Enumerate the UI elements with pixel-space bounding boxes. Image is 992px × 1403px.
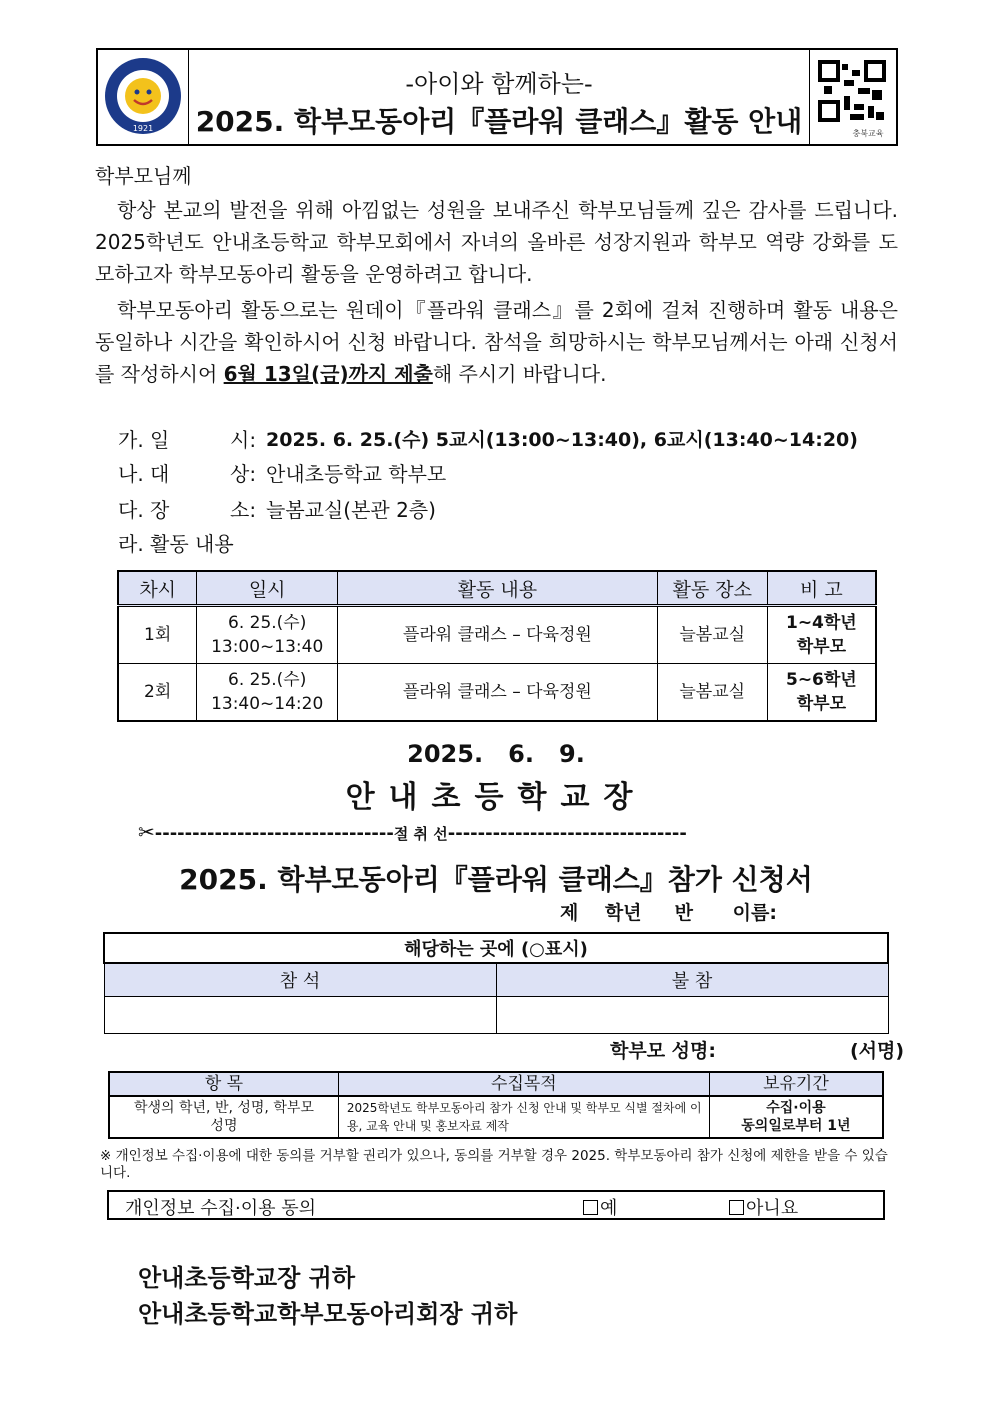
- signature-seal: (서명): [850, 1040, 905, 1062]
- addressee-principal: 안내초등학교장 귀하: [138, 1264, 356, 1292]
- cut-line-label: 절 취 선: [393, 825, 448, 843]
- datetime-cell: [197, 664, 338, 722]
- addressee-club-president: 안내초등학교학부모동아리회장 귀하: [138, 1300, 518, 1328]
- item-target-label: 나. 대: [118, 462, 170, 486]
- col-round: 차시: [118, 571, 197, 606]
- date-text: 6. 25.(수): [228, 670, 307, 690]
- privacy-col-item: 항 목: [109, 1072, 338, 1096]
- checkbox-no-icon[interactable]: [729, 1200, 744, 1215]
- attendance-table: [103, 932, 889, 1034]
- consent-no-label: 아니요: [746, 1198, 799, 1219]
- date-text: 6. 25.(수): [228, 613, 307, 633]
- col-note: 비 고: [767, 571, 876, 606]
- content-cell: 플라워 클래스 – 다육정원: [338, 664, 658, 722]
- privacy-period: [709, 1096, 883, 1138]
- grade-class-name-line[interactable]: 제 학년 반 이름:: [560, 902, 777, 924]
- table-row: [118, 606, 876, 664]
- attend-mark-cell[interactable]: [104, 997, 496, 1034]
- paragraph-2-end: 해 주시기 바랍니다.: [432, 362, 607, 386]
- attendance-header-row: [104, 933, 888, 963]
- col-place: 활동 장소: [657, 571, 767, 606]
- item-time-value: 2025. 6. 25.(수) 5교시(13:00~13:40), 6교시(13:40~14:20): [266, 429, 858, 451]
- header-title: 2025. 학부모동아리『플라워 클래스』활동 안내: [195, 105, 803, 138]
- period-line2: 동의일로부터 1년: [741, 1118, 851, 1134]
- paragraph-1: 항상 본교의 발전을 위해 아낌없는 성원을 보내주신 학부모님들께 깊은 감사를 드립니다. 2025학년도 안내초등학교 학부모회에서 자녀의 올바른 성장지원과 학부모 역량 강화를 도모하고자 학부모동아리 활동을 운영하려고 합니다.: [95, 198, 898, 286]
- item-place-value: 늘봄교실(본관 2층): [266, 498, 436, 522]
- principal-name: 안내초등학교장: [345, 780, 647, 815]
- header-subtitle: -아이와 함께하는-: [405, 70, 593, 98]
- application-title: 2025. 학부모동아리『플라워 클래스』참가 신청서: [179, 863, 813, 896]
- round-cell: 1회: [118, 606, 197, 664]
- scissors-icon: ✂: [138, 820, 155, 844]
- parent-signature-label[interactable]: 학부모 성명:: [610, 1040, 716, 1062]
- privacy-item: 학생의 학년, 반, 성명, 학부모 성명: [109, 1096, 338, 1138]
- attendance-options-row: [104, 963, 888, 997]
- period-line1: 수집·이용: [766, 1100, 826, 1116]
- svg-text:1921: 1921: [132, 124, 154, 133]
- item-place-label: 다. 장: [118, 498, 170, 522]
- note-grade: 1~4학년: [785, 613, 857, 633]
- consent-label: 개인정보 수집·이용 동의: [125, 1198, 317, 1219]
- consent-no[interactable]: [729, 1194, 798, 1220]
- table-row: [118, 664, 876, 722]
- school-logo-cell: [98, 50, 189, 144]
- privacy-notice: ※ 개인정보 수집·이용에 대한 동의를 거부할 권리가 있으나, 동의를 거부할 경우 2025. 학부모동아리 참가 신청에 제한을 받을 수 있습니다.: [100, 1148, 888, 1181]
- choice-header: 해당하는 곳에 (○표시): [104, 933, 888, 963]
- place-cell: 늘봄교실: [657, 606, 767, 664]
- absent-mark-cell[interactable]: [496, 997, 888, 1034]
- paragraph-2-text: 학부모동아리 활동으로는 원데이『플라워 클래스』를 2회에 걸쳐 진행하며 활동 내용은 동일하나 시간을 확인하시어 신청 바랍니다. 참석을 희망하시는 학부모님께서는 아래 신청서를 작성하시어: [95, 298, 898, 386]
- datetime-cell: [197, 606, 338, 664]
- col-content: 활동 내용: [338, 571, 658, 606]
- cut-line: ✂--------------------------------절 취 선--------------------------------: [138, 820, 687, 844]
- item-time-label: 가. 일: [118, 428, 170, 452]
- attendance-mark-row: [104, 997, 888, 1034]
- issue-date: 2025. 6. 9.: [407, 740, 585, 768]
- checkbox-yes-icon[interactable]: [583, 1200, 598, 1215]
- item-place-colon: 소:: [230, 498, 257, 522]
- school-logo: [98, 50, 186, 142]
- privacy-col-purpose: 수집목적: [338, 1072, 709, 1096]
- note-grade: 5~6학년: [785, 670, 857, 690]
- qr-cell: [809, 50, 896, 144]
- consent-yes-label: 예: [600, 1198, 618, 1219]
- time-text: 13:00~13:40: [211, 637, 324, 657]
- col-datetime: 일시: [197, 571, 338, 606]
- item-target-value: 안내초등학교 학부모: [266, 462, 447, 486]
- item-target-colon: 상:: [230, 462, 257, 486]
- qr-code-icon[interactable]: [810, 50, 894, 142]
- table-header-row: [118, 571, 876, 606]
- attend-label: 참 석: [104, 963, 496, 997]
- greeting: 학부모님께: [95, 164, 192, 188]
- consent-box: [107, 1190, 885, 1220]
- privacy-purpose: 2025학년도 학부모동아리 참가 신청 안내 및 학부모 식별 절차에 이용, 교육 안내 및 홍보자료 제작: [338, 1096, 709, 1138]
- time-text: 13:40~14:20: [211, 694, 324, 714]
- header-box: [96, 48, 898, 146]
- note-parent: 학부모: [796, 637, 846, 657]
- svg-text:충북교육: 충북교육: [852, 129, 884, 138]
- place-cell: 늘봄교실: [657, 664, 767, 722]
- privacy-col-period: 보유기간: [709, 1072, 883, 1096]
- round-cell: 2회: [118, 664, 197, 722]
- item-time-colon: 시:: [230, 428, 257, 452]
- consent-yes[interactable]: [583, 1194, 617, 1220]
- note-cell: [767, 664, 876, 722]
- deadline: 6월 13일(금)까지 제출: [223, 362, 433, 386]
- absent-label: 불 참: [496, 963, 888, 997]
- privacy-table: [108, 1071, 884, 1139]
- privacy-row: [109, 1096, 883, 1138]
- note-parent: 학부모: [796, 694, 846, 714]
- schedule-table: [117, 570, 877, 722]
- privacy-header-row: [109, 1072, 883, 1096]
- item-activity-label: 라. 활동 내용: [118, 532, 234, 556]
- note-cell: [767, 606, 876, 664]
- content-cell: 플라워 클래스 – 다육정원: [338, 606, 658, 664]
- paragraph-2: [95, 294, 898, 390]
